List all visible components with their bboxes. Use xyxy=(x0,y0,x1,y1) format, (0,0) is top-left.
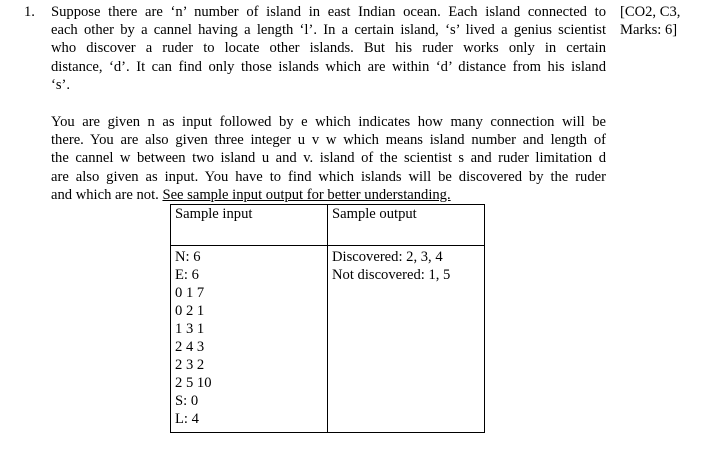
input-line: L: 4 xyxy=(175,411,199,427)
paragraph-line-last xyxy=(51,186,606,204)
problem-paragraph-1 xyxy=(51,3,606,94)
input-line: 2 4 3 xyxy=(175,339,205,355)
marks-annotation xyxy=(620,3,700,39)
table-row xyxy=(171,246,485,433)
sample-output-cell xyxy=(328,246,485,433)
input-line: N: 6 xyxy=(175,249,201,265)
paragraph-line: You are given n as input followed by e which indicates how many connection will be xyxy=(51,114,606,130)
output-line: Discovered: 2, 3, 4 xyxy=(332,249,443,265)
paragraph-line: there. You are also given three integer u v w which means island number and length of xyxy=(51,132,606,149)
problem-paragraph-2 xyxy=(51,113,606,204)
output-line: Not discovered: 1, 5 xyxy=(332,267,451,283)
input-line: S: 0 xyxy=(175,393,199,409)
paragraph-line: distance, ‘d’. It can find only those islands which are within ‘d’ distance from his island xyxy=(51,58,606,75)
input-line: 2 5 10 xyxy=(175,375,212,391)
header-sample-output: Sample output xyxy=(328,205,485,246)
paragraph-line: are also given as input. You have to find which islands will be discovered by the ruder xyxy=(51,168,606,185)
underlined-hint: See sample input output for better understanding. xyxy=(162,186,451,203)
header-sample-input: Sample input xyxy=(171,205,328,246)
paragraph-line: the cannel w between two island u and v. island of the scientist s and ruder limitation d xyxy=(51,150,606,167)
marks-line-1: [CO2, C3, xyxy=(620,4,681,20)
marks-line-2: Marks: 6] xyxy=(620,22,678,38)
input-line: E: 6 xyxy=(175,267,199,283)
paragraph-line: Suppose there are ‘n’ number of island in east Indian ocean. Each island connected to xyxy=(51,4,606,20)
sample-io-table xyxy=(170,204,485,433)
input-line: 0 2 1 xyxy=(175,303,205,319)
sample-input-cell xyxy=(171,246,328,433)
input-line: 0 1 7 xyxy=(175,285,205,301)
input-line: 1 3 1 xyxy=(175,321,205,337)
paragraph-line: ‘s’. xyxy=(51,76,71,93)
table-header-row xyxy=(171,205,485,246)
paragraph-line-text: and which are not. xyxy=(51,186,163,203)
paragraph-line: who discover a ruder to locate other islands. But his ruder works only in certain xyxy=(51,40,606,57)
question-number: 1. xyxy=(24,4,35,20)
paragraph-line: each other by a cannel having a length ‘l’. In a certain island, ‘s’ lived a genius scientist xyxy=(51,22,606,39)
input-line: 2 3 2 xyxy=(175,357,205,373)
